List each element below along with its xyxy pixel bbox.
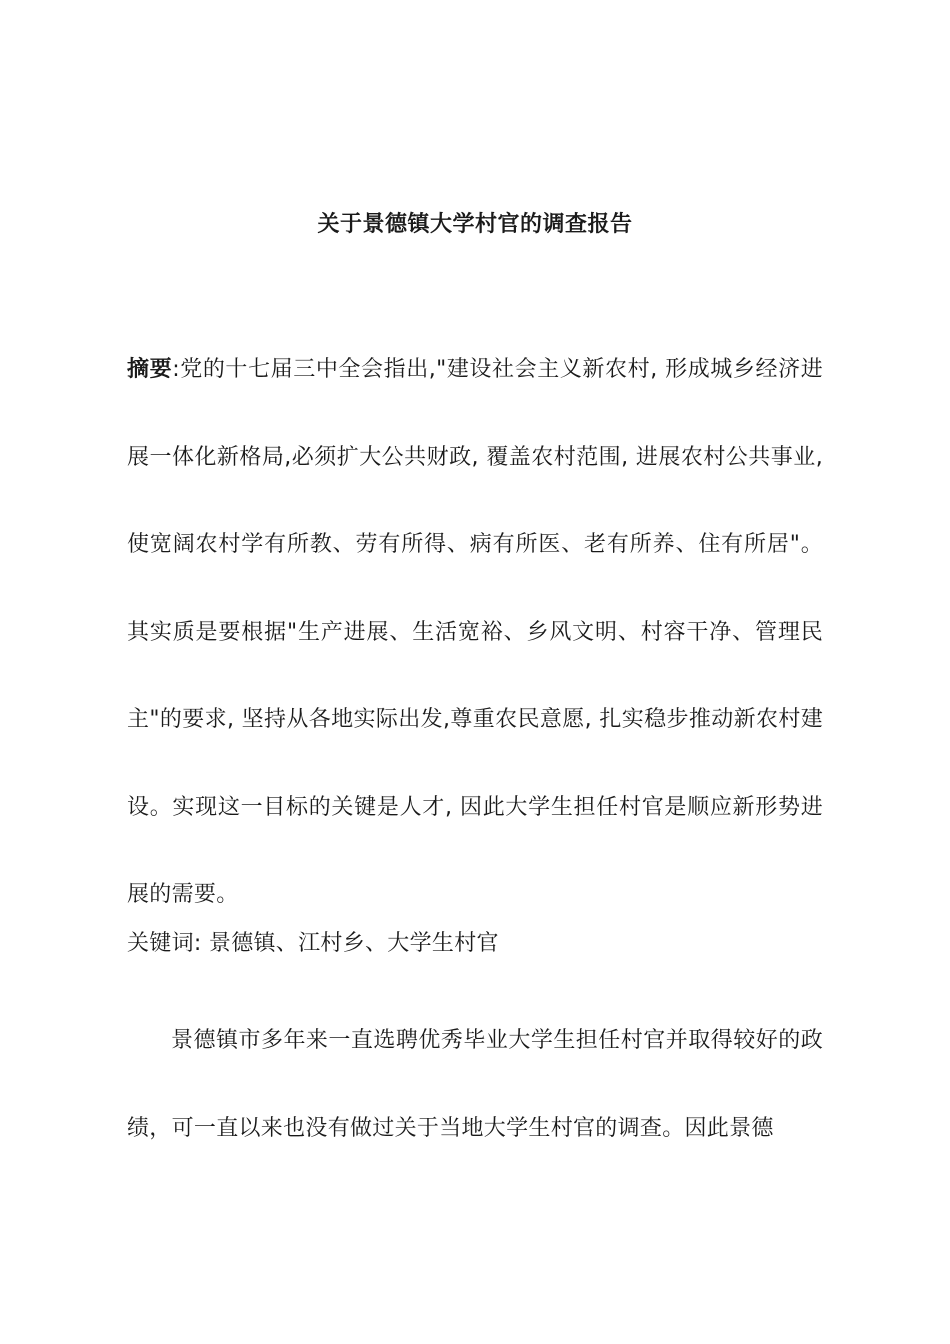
body-paragraph: 景德镇市多年来一直选聘优秀毕业大学生担任村官并取得较好的政绩，可一直以来也没有做过关于当地大学生村官的调查。因此景德 [127,1028,823,1141]
abstract-paragraph [127,326,823,939]
keywords-line: 关键词: 景德镇、江村乡、大学生村官 [127,931,499,956]
document-title: 关于景德镇大学村官的调查报告 [317,212,633,237]
abstract-label: 摘要 [127,357,173,382]
abstract-colon: : [172,357,180,382]
abstract-text: 党的十七届三中全会指出,"建设社会主义新农村, 形成城乡经济进展一体化新格局,必须扩大公共财政, 覆盖农村范围, 进展农村公共事业, 使宽阔农村学有所教、劳有所得、病有所医、老有所养、住有所居"。其实质是要根据"生产进展、生活宽裕、乡风文明、村容干净、管理民主"的要求, 坚持从各地实际出发,尊重农民意愿, 扎实稳步推动新农村建设。实现这一目标的关键是人才, 因此大学生担任村官是顺应新形势进展的需要。 [127,357,823,907]
